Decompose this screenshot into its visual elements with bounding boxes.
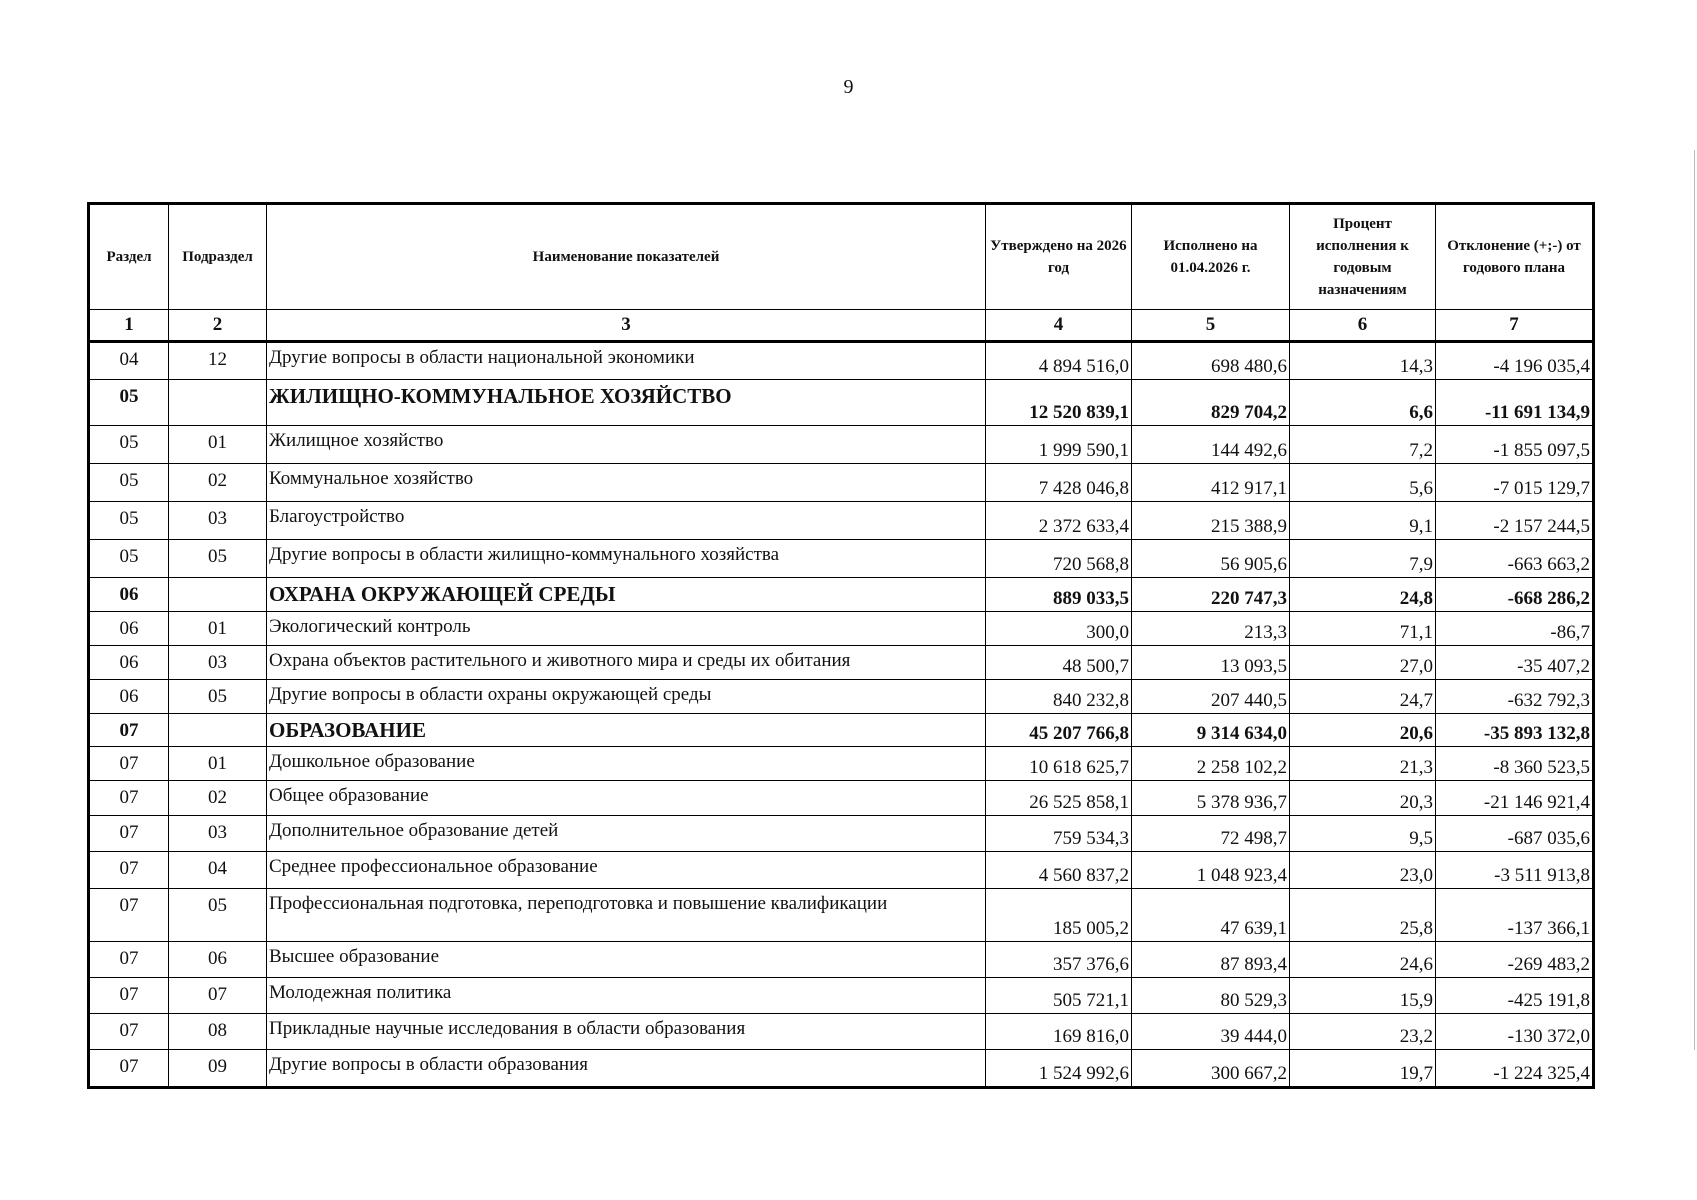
table-row [89, 781, 1594, 816]
cell-executed: 5 378 936,7 [1132, 781, 1290, 816]
cell-razdel: 06 [89, 680, 169, 714]
cell-podrazdel: 01 [169, 612, 267, 646]
cell-razdel: 07 [89, 852, 169, 889]
cell-percent: 9,5 [1290, 816, 1436, 852]
cell-razdel: 07 [89, 781, 169, 816]
cell-razdel: 07 [89, 816, 169, 852]
cell-executed: 13 093,5 [1132, 646, 1290, 680]
cell-deviation: -21 146 921,4 [1436, 781, 1594, 816]
cell-approved: 1 999 590,1 [986, 426, 1132, 464]
cell-podrazdel: 05 [169, 540, 267, 578]
table-row [89, 889, 1594, 942]
cell-razdel: 06 [89, 578, 169, 612]
column-number-row [89, 310, 1594, 342]
cell-deviation: -7 015 129,7 [1436, 464, 1594, 502]
section-row [89, 714, 1594, 747]
section-row [89, 380, 1594, 426]
cell-approved: 48 500,7 [986, 646, 1132, 680]
cell-podrazdel: 01 [169, 426, 267, 464]
cell-executed: 698 480,6 [1132, 342, 1290, 380]
table-body [89, 342, 1594, 1088]
cell-name: Молодежная политика [267, 978, 986, 1014]
header-deviation: Отклонение (+;-) от годового плана [1436, 204, 1594, 310]
cell-deviation: -1 224 325,4 [1436, 1050, 1594, 1088]
cell-executed: 72 498,7 [1132, 816, 1290, 852]
cell-razdel: 06 [89, 612, 169, 646]
cell-podrazdel: 08 [169, 1014, 267, 1050]
cell-deviation: -35 407,2 [1436, 646, 1594, 680]
cell-name: Другие вопросы в области национальной экономики [267, 342, 986, 380]
cell-podrazdel: 03 [169, 646, 267, 680]
cell-deviation: -2 157 244,5 [1436, 502, 1594, 540]
cell-name: ОХРАНА ОКРУЖАЮЩЕЙ СРЕДЫ [267, 578, 986, 612]
cell-percent: 6,6 [1290, 380, 1436, 426]
cell-podrazdel: 03 [169, 502, 267, 540]
cell-razdel: 05 [89, 426, 169, 464]
cell-deviation: -3 511 913,8 [1436, 852, 1594, 889]
cell-percent: 9,1 [1290, 502, 1436, 540]
cell-deviation: -668 286,2 [1436, 578, 1594, 612]
cell-deviation: -8 360 523,5 [1436, 747, 1594, 781]
cell-name: Прикладные научные исследования в области образования [267, 1014, 986, 1050]
cell-executed: 207 440,5 [1132, 680, 1290, 714]
table-row [89, 464, 1594, 502]
header-razdel: Раздел [89, 204, 169, 310]
cell-percent: 5,6 [1290, 464, 1436, 502]
cell-razdel: 04 [89, 342, 169, 380]
table-row [89, 852, 1594, 889]
cell-executed: 220 747,3 [1132, 578, 1290, 612]
cell-deviation: -663 663,2 [1436, 540, 1594, 578]
cell-approved: 720 568,8 [986, 540, 1132, 578]
cell-percent: 19,7 [1290, 1050, 1436, 1088]
cell-deviation: -86,7 [1436, 612, 1594, 646]
cell-name: Профессиональная подготовка, переподготовка и повышение квалификации [267, 889, 986, 942]
cell-podrazdel: 05 [169, 680, 267, 714]
cell-razdel: 05 [89, 464, 169, 502]
scan-margin-line [1694, 150, 1695, 1050]
cell-approved: 4 894 516,0 [986, 342, 1132, 380]
cell-razdel: 07 [89, 942, 169, 978]
cell-razdel: 05 [89, 380, 169, 426]
cell-podrazdel: 04 [169, 852, 267, 889]
column-number: 5 [1132, 310, 1290, 342]
cell-executed: 215 388,9 [1132, 502, 1290, 540]
table-row [89, 612, 1594, 646]
cell-name: Другие вопросы в области образования [267, 1050, 986, 1088]
cell-name: Жилищное хозяйство [267, 426, 986, 464]
column-number: 6 [1290, 310, 1436, 342]
cell-percent: 27,0 [1290, 646, 1436, 680]
cell-executed: 47 639,1 [1132, 889, 1290, 942]
cell-deviation: -269 483,2 [1436, 942, 1594, 978]
cell-percent: 20,6 [1290, 714, 1436, 747]
cell-name: Высшее образование [267, 942, 986, 978]
cell-name: Дополнительное образование детей [267, 816, 986, 852]
table-row [89, 426, 1594, 464]
cell-podrazdel: 03 [169, 816, 267, 852]
header-name: Наименование показателей [267, 204, 986, 310]
cell-approved: 10 618 625,7 [986, 747, 1132, 781]
cell-executed: 213,3 [1132, 612, 1290, 646]
cell-name: Дошкольное образование [267, 747, 986, 781]
cell-approved: 840 232,8 [986, 680, 1132, 714]
cell-podrazdel: 05 [169, 889, 267, 942]
cell-percent: 21,3 [1290, 747, 1436, 781]
cell-podrazdel: 01 [169, 747, 267, 781]
cell-razdel: 07 [89, 1050, 169, 1088]
cell-name: ОБРАЗОВАНИЕ [267, 714, 986, 747]
cell-deviation: -11 691 134,9 [1436, 380, 1594, 426]
header-approved: Утверждено на 2026 год [986, 204, 1132, 310]
cell-approved: 185 005,2 [986, 889, 1132, 942]
table-row [89, 680, 1594, 714]
cell-name: Коммунальное хозяйство [267, 464, 986, 502]
cell-deviation: -1 855 097,5 [1436, 426, 1594, 464]
cell-approved: 357 376,6 [986, 942, 1132, 978]
cell-razdel: 05 [89, 502, 169, 540]
cell-executed: 1 048 923,4 [1132, 852, 1290, 889]
table-row [89, 1014, 1594, 1050]
cell-executed: 2 258 102,2 [1132, 747, 1290, 781]
table-row [89, 747, 1594, 781]
cell-executed: 144 492,6 [1132, 426, 1290, 464]
table-row [89, 816, 1594, 852]
cell-name: Благоустройство [267, 502, 986, 540]
cell-percent: 25,8 [1290, 889, 1436, 942]
cell-name: Среднее профессиональное образование [267, 852, 986, 889]
cell-percent: 20,3 [1290, 781, 1436, 816]
table-row [89, 942, 1594, 978]
column-number: 7 [1436, 310, 1594, 342]
cell-approved: 169 816,0 [986, 1014, 1132, 1050]
cell-name: Другие вопросы в области охраны окружающей среды [267, 680, 986, 714]
cell-executed: 829 704,2 [1132, 380, 1290, 426]
table-row [89, 540, 1594, 578]
page-number: 9 [843, 76, 854, 98]
column-number: 2 [169, 310, 267, 342]
cell-percent: 23,2 [1290, 1014, 1436, 1050]
cell-percent: 15,9 [1290, 978, 1436, 1014]
cell-approved: 759 534,3 [986, 816, 1132, 852]
cell-razdel: 05 [89, 540, 169, 578]
cell-executed: 39 444,0 [1132, 1014, 1290, 1050]
cell-podrazdel: 12 [169, 342, 267, 380]
cell-approved: 26 525 858,1 [986, 781, 1132, 816]
cell-percent: 71,1 [1290, 612, 1436, 646]
column-number: 3 [267, 310, 986, 342]
cell-podrazdel [169, 578, 267, 612]
cell-podrazdel: 07 [169, 978, 267, 1014]
cell-approved: 45 207 766,8 [986, 714, 1132, 747]
cell-deviation: -425 191,8 [1436, 978, 1594, 1014]
cell-approved: 889 033,5 [986, 578, 1132, 612]
cell-percent: 23,0 [1290, 852, 1436, 889]
table-row [89, 502, 1594, 540]
table-row [89, 342, 1594, 380]
cell-name: Охрана объектов растительного и животного мира и среды их обитания [267, 646, 986, 680]
cell-razdel: 07 [89, 978, 169, 1014]
cell-razdel: 07 [89, 889, 169, 942]
cell-podrazdel [169, 380, 267, 426]
table-row [89, 646, 1594, 680]
cell-deviation: -687 035,6 [1436, 816, 1594, 852]
cell-deviation: -35 893 132,8 [1436, 714, 1594, 747]
cell-executed: 412 917,1 [1132, 464, 1290, 502]
cell-name: Другие вопросы в области жилищно-коммунального хозяйства [267, 540, 986, 578]
cell-deviation: -130 372,0 [1436, 1014, 1594, 1050]
cell-percent: 7,2 [1290, 426, 1436, 464]
cell-executed: 87 893,4 [1132, 942, 1290, 978]
cell-executed: 80 529,3 [1132, 978, 1290, 1014]
cell-podrazdel [169, 714, 267, 747]
cell-deviation: -632 792,3 [1436, 680, 1594, 714]
cell-podrazdel: 02 [169, 781, 267, 816]
cell-approved: 300,0 [986, 612, 1132, 646]
cell-podrazdel: 06 [169, 942, 267, 978]
cell-approved: 1 524 992,6 [986, 1050, 1132, 1088]
cell-percent: 14,3 [1290, 342, 1436, 380]
cell-percent: 7,9 [1290, 540, 1436, 578]
cell-name: Экологический контроль [267, 612, 986, 646]
column-number: 1 [89, 310, 169, 342]
cell-executed: 300 667,2 [1132, 1050, 1290, 1088]
cell-name: ЖИЛИЩНО-КОММУНАЛЬНОЕ ХОЗЯЙСТВО [267, 380, 986, 426]
cell-approved: 4 560 837,2 [986, 852, 1132, 889]
cell-executed: 9 314 634,0 [1132, 714, 1290, 747]
cell-razdel: 07 [89, 714, 169, 747]
cell-approved: 505 721,1 [986, 978, 1132, 1014]
cell-executed: 56 905,6 [1132, 540, 1290, 578]
table-row [89, 1050, 1594, 1088]
cell-percent: 24,7 [1290, 680, 1436, 714]
header-percent: Процент исполнения к годовым назначениям [1290, 204, 1436, 310]
header-row [89, 204, 1594, 310]
cell-approved: 12 520 839,1 [986, 380, 1132, 426]
table-row [89, 978, 1594, 1014]
cell-deviation: -4 196 035,4 [1436, 342, 1594, 380]
header-executed: Исполнено на 01.04.2026 г. [1132, 204, 1290, 310]
cell-deviation: -137 366,1 [1436, 889, 1594, 942]
cell-percent: 24,6 [1290, 942, 1436, 978]
cell-podrazdel: 02 [169, 464, 267, 502]
header-podrazdel: Подраздел [169, 204, 267, 310]
budget-execution-table [87, 202, 1595, 1089]
cell-name: Общее образование [267, 781, 986, 816]
cell-percent: 24,8 [1290, 578, 1436, 612]
cell-approved: 7 428 046,8 [986, 464, 1132, 502]
section-row [89, 578, 1594, 612]
cell-razdel: 07 [89, 1014, 169, 1050]
cell-approved: 2 372 633,4 [986, 502, 1132, 540]
cell-razdel: 06 [89, 646, 169, 680]
cell-razdel: 07 [89, 747, 169, 781]
cell-podrazdel: 09 [169, 1050, 267, 1088]
column-number: 4 [986, 310, 1132, 342]
